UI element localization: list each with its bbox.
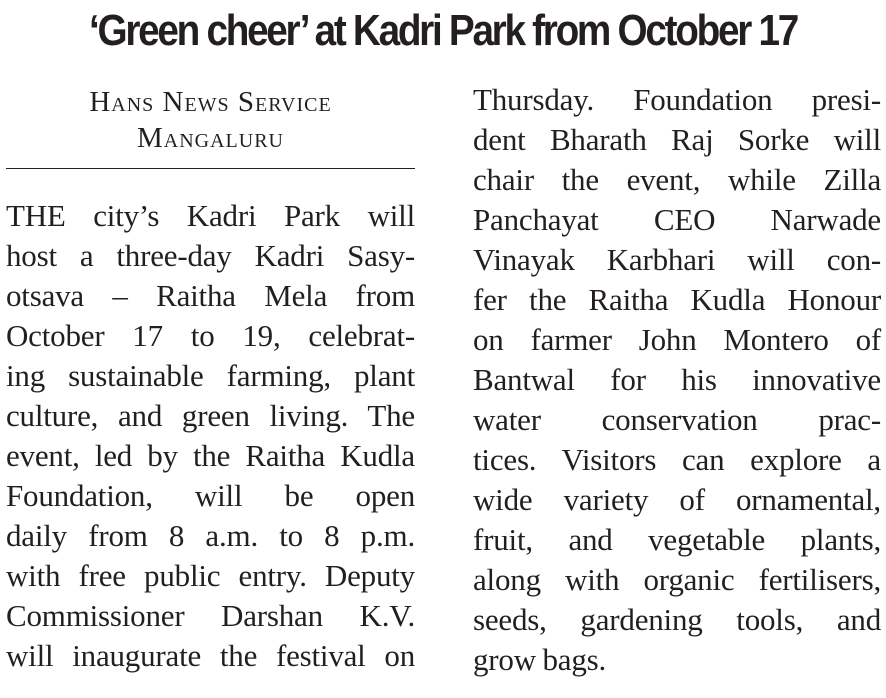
byline-agency: Hans News Service bbox=[89, 86, 332, 118]
byline bbox=[6, 84, 415, 156]
body-line: Vinayak Karbhari will con- bbox=[473, 242, 881, 277]
body-line: grow bags. bbox=[473, 642, 607, 677]
body-line: event, led by the Raitha Kudla bbox=[6, 438, 415, 473]
body-line: otsava – Raitha Mela from bbox=[6, 278, 415, 313]
body-line: THE city’s Kadri Park will bbox=[6, 198, 415, 233]
article-headline: ‘Green cheer’ at Kadri Park from October 17 bbox=[89, 6, 797, 55]
body-line: fer the Raitha Kudla Honour bbox=[473, 282, 881, 317]
body-line: water conservation prac- bbox=[473, 402, 881, 437]
body-line: culture, and green living. The bbox=[6, 398, 415, 433]
body-line: October 17 to 19, celebrat- bbox=[6, 318, 415, 353]
body-line: will inaugurate the festival on bbox=[6, 638, 415, 673]
body-line: chair the event, while Zilla bbox=[473, 162, 881, 197]
body-line: Panchayat CEO Narwade bbox=[473, 202, 881, 237]
body-line: daily from 8 a.m. to 8 p.m. bbox=[6, 518, 415, 553]
body-line: along with organic fertilisers, bbox=[473, 562, 881, 597]
body-line: ing sustainable farming, plant bbox=[6, 358, 415, 393]
body-line: host a three-day Kadri Sasy- bbox=[6, 238, 415, 273]
article-column-left bbox=[6, 196, 415, 676]
body-line: Commissioner Darshan K.V. bbox=[6, 598, 415, 633]
body-line: wide variety of ornamental, bbox=[473, 482, 881, 517]
body-line: fruit, and vegetable plants, bbox=[473, 522, 881, 557]
article-column-right bbox=[473, 80, 881, 680]
byline-divider bbox=[6, 168, 415, 169]
body-line: Bantwal for his innovative bbox=[473, 362, 881, 397]
body-line: tices. Visitors can explore a bbox=[473, 442, 881, 477]
body-line: on farmer John Montero of bbox=[473, 322, 881, 357]
byline-place: Mangaluru bbox=[136, 122, 284, 154]
body-line: Thursday. Foundation presi- bbox=[473, 82, 881, 117]
body-line: dent Bharath Raj Sorke will bbox=[473, 122, 881, 157]
body-line: with free public entry. Deputy bbox=[6, 558, 415, 593]
body-line: seeds, gardening tools, and bbox=[473, 602, 881, 637]
body-line: Foundation, will be open bbox=[6, 478, 415, 513]
